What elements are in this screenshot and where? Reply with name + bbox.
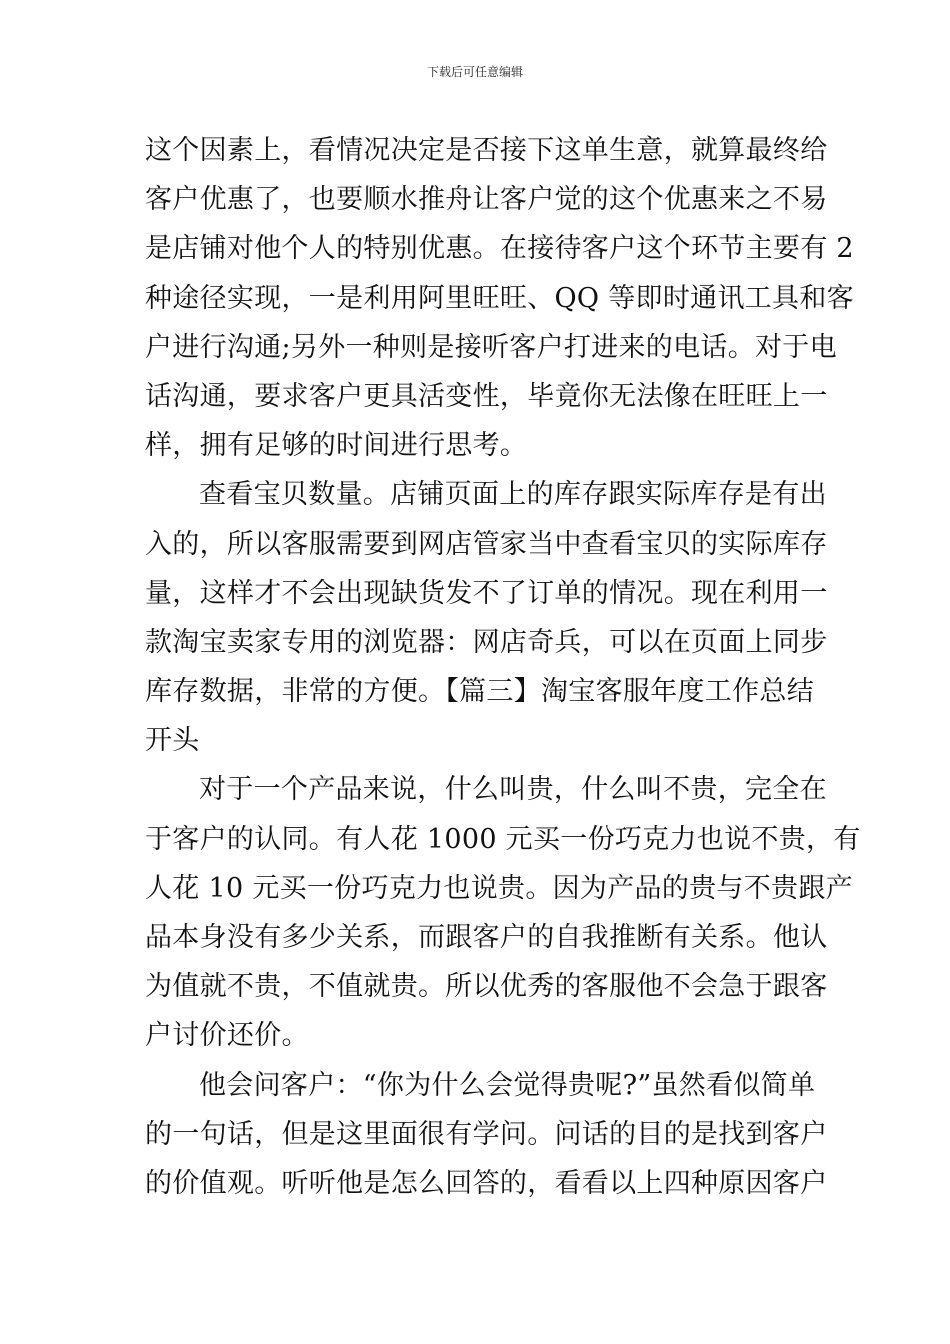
text-line: 入的，所以客服需要到网店管家当中查看宝贝的实际库存 [145,528,828,560]
text-line: 话沟通，要求客户更具活变性，毕竟你无法像在旺旺上一 [145,380,828,412]
text-line: 于客户的认同。有人花 1000 元买一份巧克力也说不贵，有 [145,823,861,855]
paragraph-start-line: 他会问客户：“你为什么会觉得贵呢?”虽然看似简单 [199,1069,816,1101]
text-line: 开头 [145,725,200,757]
paragraph-start-line: 查看宝贝数量。店铺页面上的库存跟实际库存是有出 [199,479,827,511]
text-line: 户进行沟通;另外一种则是接听客户打进来的电话。对于电 [145,331,837,363]
text-line: 客户优惠了，也要顺水推舟让客户觉的这个优惠来之不易 [145,184,828,216]
page-header: 下载后可任意编辑 [426,65,523,79]
text-line: 为值就不贵，不值就贵。所以优秀的客服他不会急于跟客 [145,971,828,1003]
text-line: 量，这样才不会出现缺货发不了订单的情况。现在利用一 [145,577,828,609]
text-line: 人花 10 元买一份巧克力也说贵。因为产品的贵与不贵跟产 [145,872,853,904]
text-line: 样，拥有足够的时间进行思考。 [145,430,528,462]
text-line: 的一句话，但是这里面很有学问。问话的目的是找到客户 [145,1118,828,1150]
body-text [145,126,861,1208]
text-line: 款淘宝卖家专用的浏览器：网店奇兵，可以在页面上同步 [145,626,828,658]
text-line: 库存数据，非常的方便。【篇三】淘宝客服年度工作总结 [145,676,814,708]
text-line: 种途径实现，一是利用阿里旺旺、QQ 等即时通讯工具和客 [145,282,854,314]
paragraph-start-line: 对于一个产品来说，什么叫贵，什么叫不贵，完全在 [199,774,827,806]
text-line: 的价值观。听听他是怎么回答的，看看以上四种原因客户 [145,1167,828,1199]
text-line: 这个因素上，看情况决定是否接下这单生意，就算最终给 [145,135,828,166]
text-line: 是店铺对他个人的特别优惠。在接待客户这个环节主要有 2 [145,233,854,265]
text-line: 户讨价还价。 [145,1020,309,1052]
text-line: 品本身没有多少关系，而跟客户的自我推断有关系。他认 [145,922,828,953]
